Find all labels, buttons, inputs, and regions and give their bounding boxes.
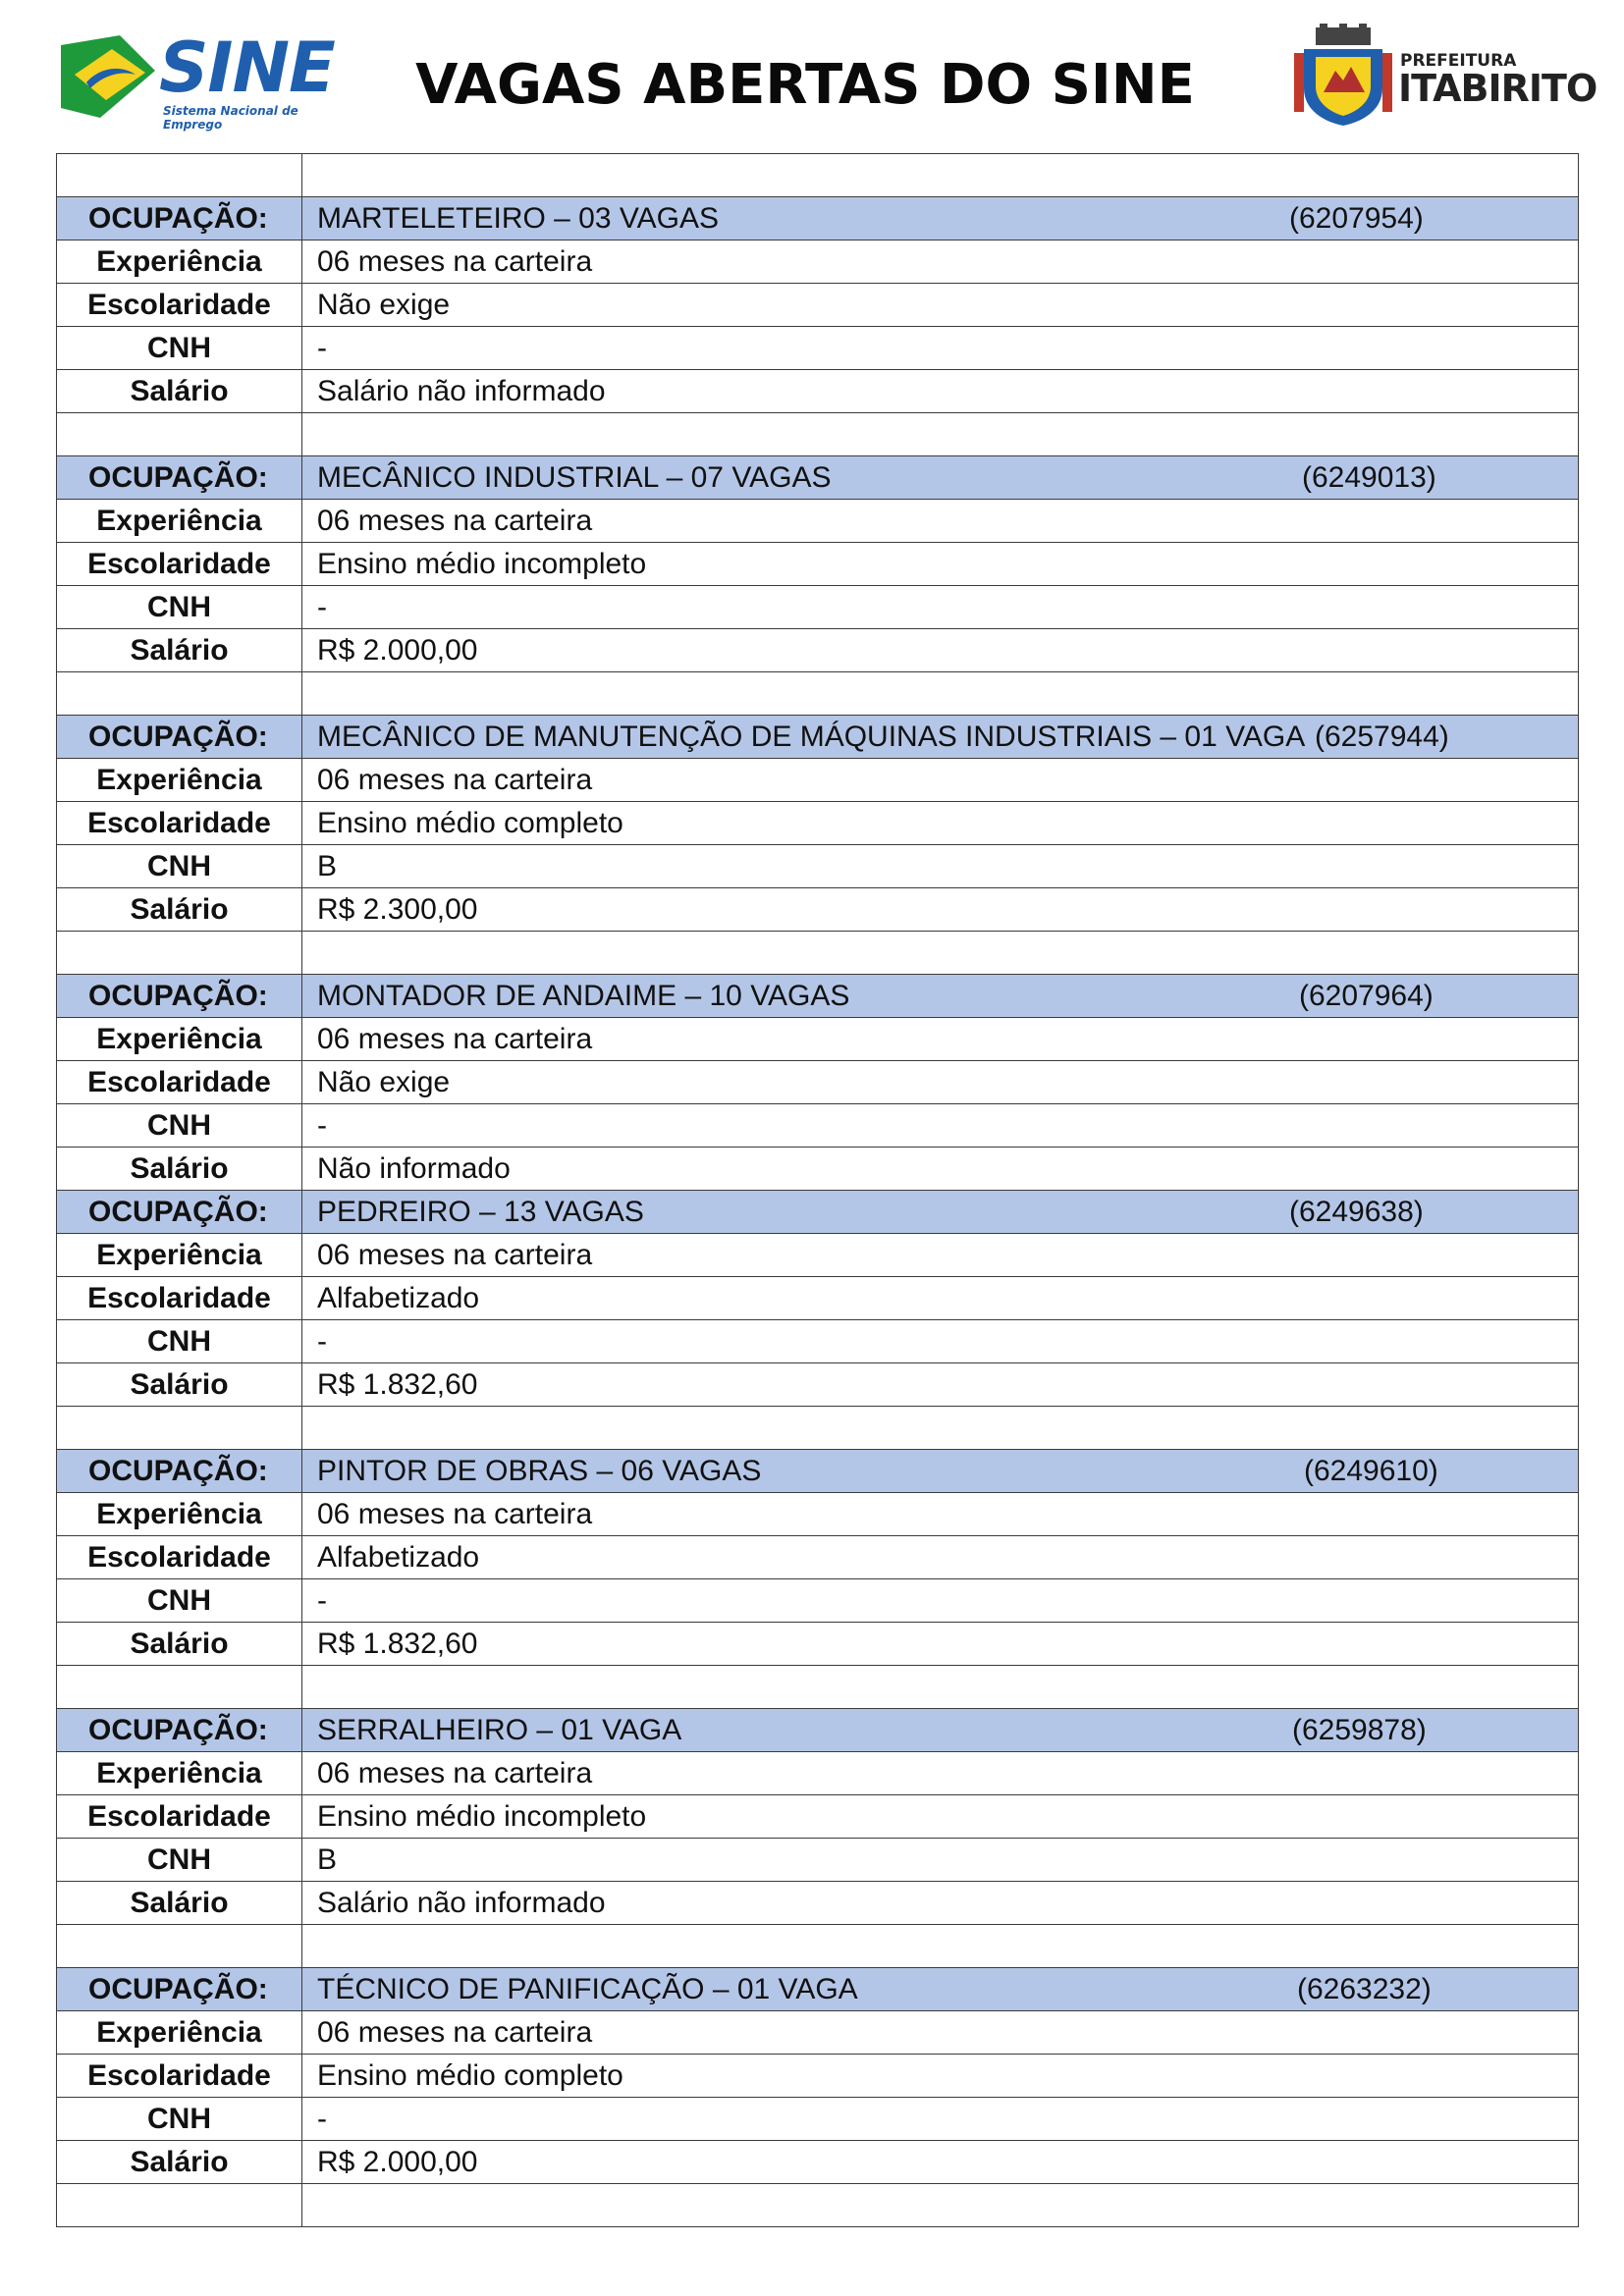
occupation-cell [302,197,1579,240]
job-code: (6263232) [1297,1973,1432,2005]
salary-label: Salário [57,629,302,672]
page-header [0,0,1624,147]
city-name: ITABIRITO [1398,67,1597,110]
spacer-row [57,932,1579,975]
city-crest-icon [1294,24,1392,126]
driver-license-row [57,1579,1579,1623]
spacer-cell [57,2184,302,2227]
occupation-wrap [317,197,1578,240]
spacer-cell [57,154,302,197]
driver-license-label: CNH [57,327,302,370]
occupation-cell [302,456,1579,500]
occupation-wrap [317,456,1578,499]
occupation-title: TÉCNICO DE PANIFICAÇÃO – 01 VAGA [317,1973,858,2005]
spacer-cell [57,1407,302,1450]
salary-value: R$ 1.832,60 [302,1363,1579,1407]
sine-logo-word: SINE [159,27,335,108]
occupation-label: OCUPAÇÃO: [57,456,302,500]
salary-row [57,1148,1579,1191]
experience-value: 06 meses na carteira [302,759,1579,802]
education-value: Ensino médio incompleto [302,1795,1579,1839]
spacer-cell [302,1666,1579,1709]
experience-row [57,1018,1579,1061]
driver-license-row [57,1320,1579,1363]
driver-license-row [57,327,1579,370]
education-value: Alfabetizado [302,1277,1579,1320]
driver-license-row [57,1104,1579,1148]
job-code: (6257944) [1315,721,1449,753]
experience-row [57,240,1579,284]
job-code: (6207964) [1299,980,1434,1012]
spacer-cell [57,932,302,975]
salary-value: R$ 2.000,00 [302,629,1579,672]
occupation-row [57,1450,1579,1493]
education-value: Ensino médio incompleto [302,543,1579,586]
experience-label: Experiência [57,500,302,543]
salary-value: R$ 1.832,60 [302,1623,1579,1666]
salary-value: R$ 2.000,00 [302,2141,1579,2184]
driver-license-row [57,1839,1579,1882]
occupation-row [57,716,1579,759]
salary-label: Salário [57,2141,302,2184]
experience-value: 06 meses na carteira [302,1752,1579,1795]
education-row [57,543,1579,586]
education-label: Escolaridade [57,284,302,327]
job-code: (6249013) [1302,461,1436,494]
education-label: Escolaridade [57,1795,302,1839]
salary-row [57,1363,1579,1407]
experience-row [57,1493,1579,1536]
occupation-row [57,1709,1579,1752]
job-code: (6259878) [1292,1714,1427,1746]
occupation-title: PEDREIRO – 13 VAGAS [317,1196,644,1228]
experience-label: Experiência [57,759,302,802]
experience-row [57,2011,1579,2055]
spacer-cell [302,1925,1579,1968]
sine-logo-subtitle: Sistema Nacional de Emprego [163,104,298,132]
experience-value: 06 meses na carteira [302,1493,1579,1536]
education-value: Não exige [302,284,1579,327]
spacer-row [57,1407,1579,1450]
driver-license-label: CNH [57,1104,302,1148]
salary-row [57,1623,1579,1666]
job-code: (6249610) [1304,1455,1438,1487]
experience-value: 06 meses na carteira [302,1234,1579,1277]
driver-license-label: CNH [57,1320,302,1363]
salary-label: Salário [57,1363,302,1407]
education-label: Escolaridade [57,1277,302,1320]
spacer-row [57,1925,1579,1968]
job-vacancies-table [56,153,1579,2227]
spacer-row [57,2184,1579,2227]
experience-label: Experiência [57,2011,302,2055]
occupation-cell [302,1450,1579,1493]
experience-label: Experiência [57,1234,302,1277]
experience-label: Experiência [57,1752,302,1795]
salary-value: Não informado [302,1148,1579,1191]
experience-value: 06 meses na carteira [302,1018,1579,1061]
education-row [57,1061,1579,1104]
education-row [57,1795,1579,1839]
salary-label: Salário [57,1623,302,1666]
sine-logo [61,27,346,132]
education-row [57,1277,1579,1320]
occupation-cell [302,1709,1579,1752]
spacer-cell [302,413,1579,456]
spacer-row [57,672,1579,716]
occupation-row [57,1968,1579,2011]
spacer-row [57,413,1579,456]
driver-license-label: CNH [57,845,302,888]
driver-license-label: CNH [57,586,302,629]
salary-label: Salário [57,1882,302,1925]
salary-row [57,629,1579,672]
occupation-title: PINTOR DE OBRAS – 06 VAGAS [317,1455,762,1487]
education-value: Ensino médio completo [302,802,1579,845]
occupation-cell [302,975,1579,1018]
driver-license-value: - [302,1320,1579,1363]
occupation-row [57,197,1579,240]
occupation-label: OCUPAÇÃO: [57,975,302,1018]
salary-label: Salário [57,370,302,413]
experience-label: Experiência [57,1018,302,1061]
occupation-title: MARTELETEIRO – 03 VAGAS [317,202,720,235]
spacer-cell [302,1407,1579,1450]
experience-row [57,1234,1579,1277]
education-value: Ensino médio completo [302,2055,1579,2098]
occupation-wrap [317,1450,1578,1492]
occupation-wrap [317,975,1578,1017]
driver-license-label: CNH [57,2098,302,2141]
occupation-row [57,1191,1579,1234]
experience-value: 06 meses na carteira [302,2011,1579,2055]
driver-license-value: - [302,1579,1579,1623]
spacer-cell [302,2184,1579,2227]
salary-value: Salário não informado [302,1882,1579,1925]
driver-license-value: B [302,845,1579,888]
occupation-cell [302,1968,1579,2011]
occupation-label: OCUPAÇÃO: [57,716,302,759]
occupation-label: OCUPAÇÃO: [57,1450,302,1493]
occupation-title: MONTADOR DE ANDAIME – 10 VAGAS [317,980,850,1012]
driver-license-row [57,586,1579,629]
job-code: (6207954) [1289,202,1424,235]
driver-license-value: B [302,1839,1579,1882]
spacer-cell [57,672,302,716]
prefeitura-label: PREFEITURA [1400,51,1517,71]
education-row [57,1536,1579,1579]
spacer-cell [57,1666,302,1709]
occupation-title: MECÂNICO DE MANUTENÇÃO DE MÁQUINAS INDUSTRIAIS – 01 VAGA [317,721,1306,753]
education-label: Escolaridade [57,2055,302,2098]
occupation-cell [302,716,1579,759]
experience-row [57,1752,1579,1795]
spacer-row [57,1666,1579,1709]
spacer-cell [302,932,1579,975]
occupation-title: SERRALHEIRO – 01 VAGA [317,1714,682,1746]
occupation-row [57,975,1579,1018]
driver-license-value: - [302,2098,1579,2141]
salary-row [57,2141,1579,2184]
spacer-cell [57,1925,302,1968]
experience-row [57,759,1579,802]
salary-value: Salário não informado [302,370,1579,413]
education-label: Escolaridade [57,1061,302,1104]
occupation-wrap [317,1191,1578,1233]
prefeitura-logo [1294,24,1597,126]
driver-license-row [57,845,1579,888]
occupation-label: OCUPAÇÃO: [57,1191,302,1234]
education-label: Escolaridade [57,802,302,845]
salary-row [57,888,1579,932]
occupation-wrap [317,1709,1578,1751]
education-row [57,2055,1579,2098]
spacer-cell [57,413,302,456]
spacer-row [57,154,1579,197]
occupation-label: OCUPAÇÃO: [57,1709,302,1752]
job-code: (6249638) [1289,1196,1424,1228]
driver-license-value: - [302,586,1579,629]
driver-license-value: - [302,1104,1579,1148]
experience-row [57,500,1579,543]
spacer-cell [302,672,1579,716]
experience-value: 06 meses na carteira [302,500,1579,543]
education-label: Escolaridade [57,543,302,586]
salary-row [57,370,1579,413]
salary-row [57,1882,1579,1925]
education-value: Não exige [302,1061,1579,1104]
driver-license-row [57,2098,1579,2141]
occupation-wrap [317,716,1578,758]
education-row [57,802,1579,845]
experience-value: 06 meses na carteira [302,240,1579,284]
occupation-row [57,456,1579,500]
occupation-wrap [317,1968,1578,2010]
education-row [57,284,1579,327]
education-value: Alfabetizado [302,1536,1579,1579]
occupation-label: OCUPAÇÃO: [57,1968,302,2011]
experience-label: Experiência [57,240,302,284]
page-title: VAGAS ABERTAS DO SINE [415,53,1195,117]
sine-flag-icon [61,35,155,118]
experience-label: Experiência [57,1493,302,1536]
salary-label: Salário [57,888,302,932]
occupation-label: OCUPAÇÃO: [57,197,302,240]
driver-license-value: - [302,327,1579,370]
occupation-title: MECÂNICO INDUSTRIAL – 07 VAGAS [317,461,832,494]
salary-label: Salário [57,1148,302,1191]
salary-value: R$ 2.300,00 [302,888,1579,932]
occupation-cell [302,1191,1579,1234]
education-label: Escolaridade [57,1536,302,1579]
spacer-cell [302,154,1579,197]
driver-license-label: CNH [57,1839,302,1882]
driver-license-label: CNH [57,1579,302,1623]
